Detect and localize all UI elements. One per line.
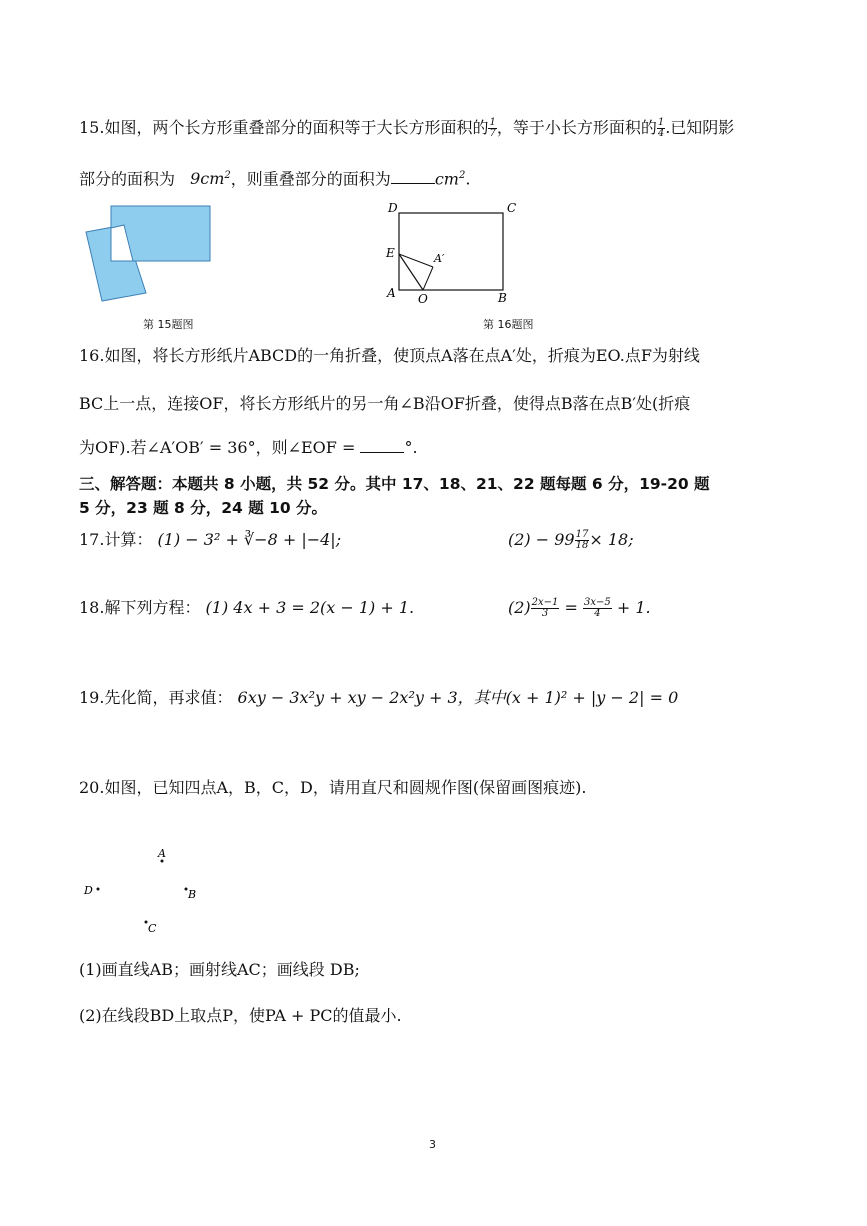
section3-line1: 三、解答题：本题共 8 小题，共 52 分。其中 17、18、21、22 题每题 6 分，19-20 题 (79, 475, 710, 493)
q15-answer-blank (391, 169, 435, 184)
q15-fraction-1 (488, 118, 496, 139)
q17-part2 (508, 530, 634, 551)
q17-row (79, 530, 341, 550)
q15-frac1-num: 1 (489, 117, 496, 128)
q16-degree: °. (404, 438, 418, 457)
point-b-label: B (188, 888, 197, 901)
q17-label: 17.计算： (79, 530, 153, 549)
label-a: A (387, 286, 396, 300)
q18-frac2-num: 3x−5 (584, 597, 611, 608)
q18-row (79, 598, 414, 618)
q18-frac2-den: 4 (594, 608, 601, 619)
page-number: 3 (429, 1138, 436, 1151)
q18-part2-b: + 1. (616, 598, 651, 617)
q15-area-exp: 2 (224, 170, 231, 181)
q16-line2: BC上一点，连接OF，将长方形纸片的另一角∠B沿OF折叠，使得点B落在点B′处(折痕 (79, 394, 691, 413)
segment-ea1 (399, 254, 433, 267)
q17-fraction (575, 530, 590, 551)
label-d: D (388, 201, 398, 215)
q15-line2 (79, 166, 470, 189)
q20-sub2: (2)在线段BD上取点P，使PA + PC的值最小. (79, 1006, 402, 1025)
q16-line1: 16.如图，将长方形纸片ABCD的一角折叠，使顶点A落在点A′处，折痕为EO.点F为射线 (79, 346, 700, 365)
q15-frac2-num: 1 (657, 117, 665, 128)
q18-part2-a: (2) (508, 598, 531, 617)
q15-frac1-den: 7 (489, 128, 496, 139)
q19-row (79, 688, 678, 708)
q15-frac2-den: 4 (657, 128, 665, 139)
section3-line2: 5 分，23 题 8 分，24 题 10 分。 (79, 499, 328, 517)
point-d (97, 888, 100, 891)
fold-line-eo (399, 254, 423, 290)
label-a-prime: A′ (434, 252, 445, 265)
q15-fraction-2 (657, 118, 665, 139)
q15-line1 (79, 118, 734, 139)
q16-line3 (79, 438, 418, 458)
q17-part2-b: × 18; (589, 530, 634, 549)
fig15-caption: 第 15题图 (143, 318, 194, 331)
label-o: O (418, 292, 428, 306)
point-c-label: C (148, 922, 157, 935)
q18-eq: = (564, 598, 578, 617)
point-d-label: D (84, 884, 93, 897)
label-e: E (386, 246, 395, 260)
q18-fraction-2 (583, 598, 612, 619)
q18-part2 (508, 598, 651, 619)
q15-unit-exp: 2 (458, 170, 466, 181)
q18-frac1-num: 2x−1 (531, 597, 559, 608)
figure-15 (80, 200, 220, 310)
q19-expression: 6xy − 3x²y + xy − 2x²y + 3，其中(x + 1)² + |y − 2| = 0 (237, 688, 679, 707)
q20-line1: 20.如图，已知四点A，B，C，D，请用直尺和圆规作图(保留画图痕迹). (79, 778, 587, 797)
q15-text-a: 15.如图，两个长方形重叠部分的面积等于大长方形面积的 (79, 118, 489, 137)
label-c: C (507, 201, 517, 215)
q18-fraction-1 (531, 598, 560, 619)
point-a (161, 860, 164, 863)
q18-frac1-den: 3 (541, 608, 549, 619)
q16-answer-blank (360, 438, 404, 453)
segment-oa1 (423, 267, 433, 290)
q19-label: 19.先化简，再求值： (79, 688, 233, 707)
q15-text-c: .已知阴影 (665, 118, 735, 137)
q17-frac-num: 17 (575, 529, 589, 540)
q15-text-d: 部分的面积为 (79, 169, 176, 189)
q15-end: . (465, 169, 471, 189)
q17-frac-den: 18 (575, 540, 589, 551)
q18-part1: (1) 4x + 3 = 2(x − 1) + 1. (205, 598, 415, 617)
q20-sub1: (1)画直线AB；画射线AC；画线段 DB; (79, 960, 360, 979)
label-b: B (498, 291, 507, 305)
q16-line3-text: 为OF).若∠A′OB′ = 36°，则∠EOF = (79, 438, 356, 457)
q17-part1: (1) − 3² + ∛−8 + |−4|; (157, 530, 342, 549)
q15-unit: cm (434, 169, 459, 189)
figure-20-points (80, 842, 220, 937)
fig16-caption: 第 16题图 (483, 318, 534, 331)
q15-text-e: ，则重叠部分的面积为 (230, 169, 391, 189)
point-a-label: A (158, 847, 166, 860)
q17-part2-a: (2) − 99 (508, 530, 575, 549)
q15-area-value: 9cm (190, 169, 225, 189)
q18-label: 18.解下列方程： (79, 598, 201, 617)
figure-16 (380, 196, 530, 311)
q15-text-b: ，等于小长方形面积的 (496, 118, 657, 137)
